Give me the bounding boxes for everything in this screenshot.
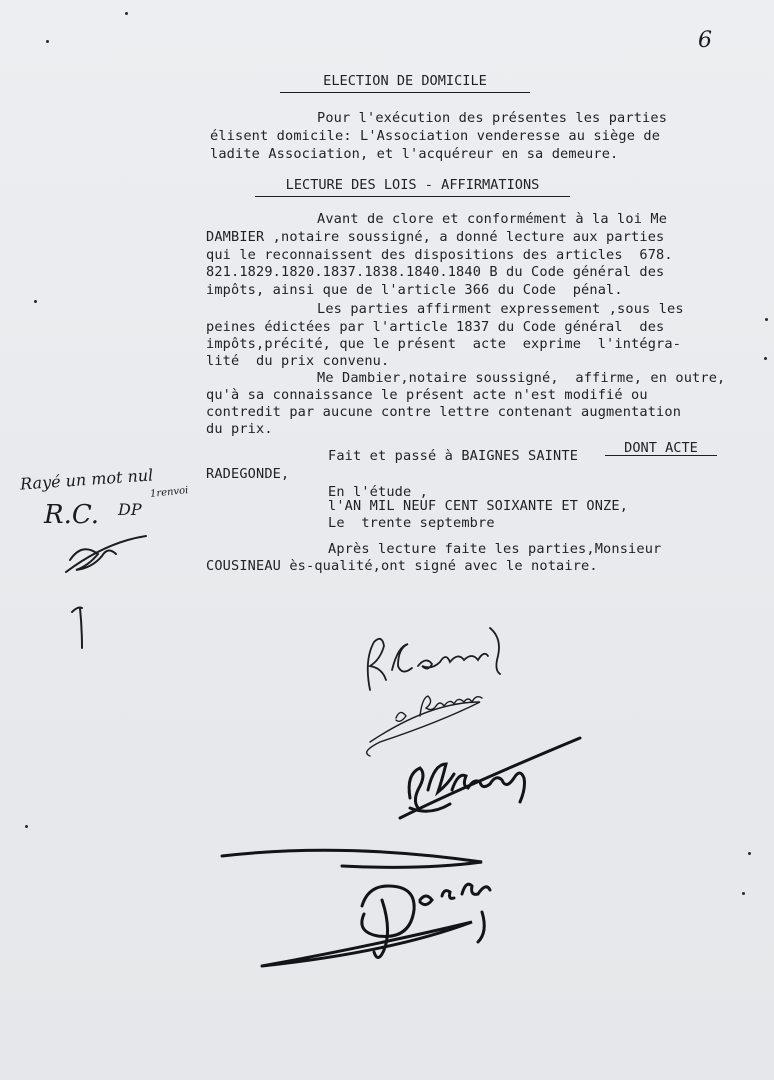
margin-note-renvoi: 1renvoi xyxy=(149,485,189,500)
lecture-p3-line-1: Me Dambier,notaire soussigné, affirme, en outre, xyxy=(317,370,726,386)
lecture-p1-line-1: Avant de clore et conformément à la loi Me xyxy=(317,211,668,227)
signature-richardin-small xyxy=(367,696,482,756)
margin-speck xyxy=(765,318,768,321)
lecture-p2-line-3: impôts,précité, que le présent acte exprime l'intégra- xyxy=(206,336,682,352)
margin-paraphe xyxy=(66,536,146,648)
apres-lecture-line-2: COUSINEAU ès-qualité,ont signé avec le notaire. xyxy=(206,558,598,574)
margin-speck xyxy=(742,892,745,895)
lecture-p1-line-5: impôts, ainsi que de l'article 366 du Code pénal. xyxy=(206,282,623,298)
radegonde-line: RADEGONDE, xyxy=(206,466,290,482)
page-number: 6 xyxy=(698,28,712,53)
margin-speck xyxy=(764,357,767,360)
lecture-p3-line-4: du prix. xyxy=(206,421,273,437)
margin-speck xyxy=(25,825,28,828)
margin-speck xyxy=(748,852,751,855)
dont-acte-label: DONT ACTE xyxy=(624,440,698,456)
lecture-p2-line-2: peines édictées par l'article 1837 du Code général des xyxy=(206,319,665,335)
margin-speck xyxy=(34,300,37,303)
lecture-p3-line-3: contredit par aucune contre lettre contenant augmentation xyxy=(206,404,682,420)
lecture-p1-line-2: DAMBIER ,notaire soussigné, a donné lecture aux parties xyxy=(206,229,665,245)
margin-note-dp: DP xyxy=(118,500,142,519)
election-line-3: ladite Association, et l'acquéreur en sa demeure. xyxy=(210,146,619,162)
apres-lecture-line-1: Après lecture faite les parties,Monsieur xyxy=(328,541,662,557)
election-heading: ELECTION DE DOMICILE xyxy=(323,73,487,89)
lecture-heading: LECTURE DES LOIS - AFFIRMATIONS xyxy=(285,177,540,193)
fait-passe-line: Fait et passé à BAIGNES SAINTE xyxy=(328,448,579,464)
date-line: Le trente septembre xyxy=(328,515,495,531)
lecture-p3-line-2: qu'à sa connaissance le présent acte n'est modifié ou xyxy=(206,387,648,403)
en-letude-line: En l'étude , xyxy=(328,484,429,500)
lecture-p2-line-1: Les parties affirment expressement ,sous les xyxy=(317,301,684,317)
margin-speck xyxy=(125,12,128,15)
election-line-1: Pour l'exécution des présentes les parties xyxy=(317,110,668,126)
year-line: l'AN MIL NEUF CENT SOIXANTE ET ONZE, xyxy=(328,498,629,514)
margin-note-initials: R.C. xyxy=(44,500,100,530)
margin-speck xyxy=(46,40,49,43)
election-line-2: élisent domicile: L'Association venderesse au siège de xyxy=(210,128,661,144)
margin-note-raye: Rayé un mot nul xyxy=(19,465,154,494)
signature-cousineau xyxy=(368,628,500,690)
lecture-p1-line-3: qui le reconnaissent des dispositions des articles 678. xyxy=(206,247,673,263)
lecture-p2-line-4: lité du prix convenu. xyxy=(206,353,390,369)
lecture-p1-line-4: 821.1829.1820.1837.1838.1840.1840 B du Code général des xyxy=(206,264,665,280)
signature-richardin-large xyxy=(400,738,580,818)
signature-notary xyxy=(222,850,490,966)
